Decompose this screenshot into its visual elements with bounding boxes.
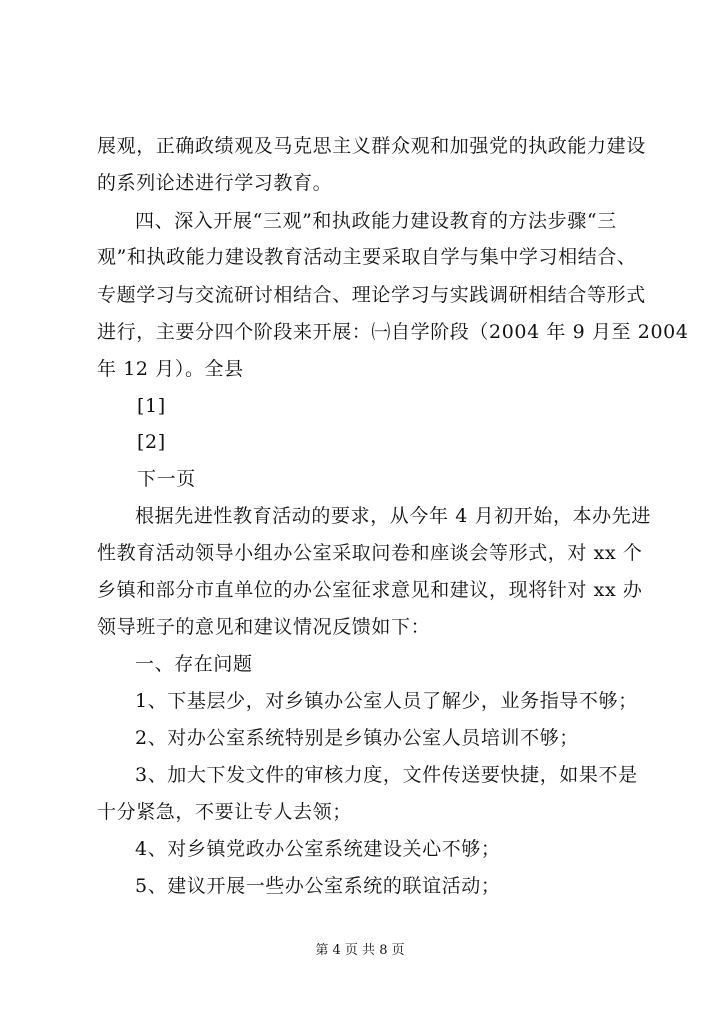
text-line: 乡镇和部分市直单位的办公室征求意见和建议，现将针对 xx 办 [97,579,643,601]
text-line: 下一页 [137,468,196,490]
page-number-footer: 第 4 页 共 8 页 [315,943,405,958]
text-line: 观”和执政能力建设教育活动主要采取自学与集中学习相结合、 [97,246,637,268]
text-line: 性教育活动领导小组办公室采取问卷和座谈会等形式，对 xx 个 [97,542,643,564]
text-line: 2、对办公室系统特别是乡镇办公室人员培训不够； [135,727,579,749]
text-line: 十分紧急，不要让专人去领； [97,801,352,823]
text-line: [1] [137,395,166,417]
text-line: 年 12 月）。全县 [97,358,244,380]
text-line: 1、下基层少，对乡镇办公室人员了解少，业务指导不够； [135,690,638,712]
text-line: 的系列论述进行学习教育。 [97,172,333,194]
text-line: 一、存在问题 [135,653,253,675]
text-line: 展观，正确政绩观及马克思主义群众观和加强党的执政能力建设 [97,135,646,157]
text-line: 3、加大下发文件的审核力度，文件传送要快捷，如果不是 [135,764,638,786]
text-line: 领导班子的意见和建议情况反馈如下： [97,616,431,638]
text-line: 5、建议开展一些办公室系统的联谊活动； [135,875,501,897]
text-line: 4、对乡镇党政办公室系统建设关心不够； [135,838,501,860]
text-line: 根据先进性教育活动的要求，从今年 4 月初开始，本办先进 [135,505,651,527]
text-line: [2] [137,431,166,453]
text-line: 专题学习与交流研讨相结合、理论学习与实践调研相结合等形式 [97,284,646,306]
text-line: 进行，主要分四个阶段来开展：㈠自学阶段（2004 年 9 月至 2004 [97,321,689,343]
text-line: 四、深入开展“三观”和执政能力建设教育的方法步骤“三 [135,210,617,232]
